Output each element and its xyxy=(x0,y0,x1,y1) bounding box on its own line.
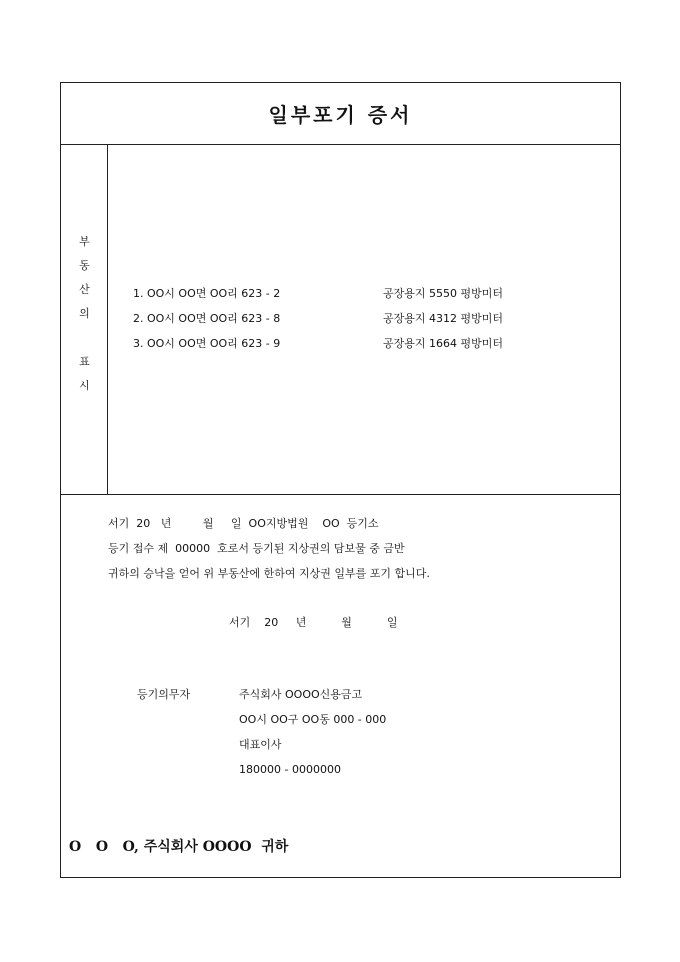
property-address: 3. OO시 OO면 OO리 623 - 9 xyxy=(133,337,281,350)
obligor-reg-number: 180000 - 0000000 xyxy=(239,763,341,776)
property-address: 1. OO시 OO면 OO리 623 - 2 xyxy=(133,287,281,300)
obligor-address: OO시 OO구 OO동 000 - 000 xyxy=(239,713,387,726)
date-line: 서기 20 년 월 일 xyxy=(229,616,398,629)
property-section xyxy=(61,145,620,495)
property-area: 공장용지 4312 평방미터 xyxy=(383,312,503,325)
property-address: 2. OO시 OO면 OO리 623 - 8 xyxy=(133,312,281,325)
label-char-5: 표 xyxy=(79,355,90,368)
statement-line-2: 등기 접수 제 00000 호로서 등기된 지상권의 담보물 중 금반 xyxy=(108,542,405,555)
property-area: 공장용지 5550 평방미터 xyxy=(383,287,503,300)
document-form xyxy=(60,82,621,878)
title-row xyxy=(61,83,620,145)
obligor-label: 등기의무자 xyxy=(137,688,191,701)
property-label-column xyxy=(61,145,108,494)
label-char-4: 의 xyxy=(79,307,90,320)
label-char-2: 동 xyxy=(79,259,90,272)
statement-line-3: 귀하의 승낙을 얻어 위 부동산에 한하여 지상권 일부를 포기 합니다. xyxy=(108,567,430,580)
statement-line-1: 서기 20 년 월 일 OO지방법원 OO 등기소 xyxy=(108,517,379,530)
obligor-company: 주식회사 OOOO신용금고 xyxy=(239,688,363,701)
document-title: 일부포기 증서 xyxy=(268,103,413,127)
property-area: 공장용지 1664 평방미터 xyxy=(383,337,503,350)
statement-section xyxy=(61,495,620,877)
label-char-3: 산 xyxy=(79,283,90,296)
addressee-line: O O O, 주식회사 OOOO 귀하 xyxy=(69,839,289,855)
label-char-6: 시 xyxy=(79,379,90,392)
obligor-title: 대표이사 xyxy=(239,738,282,751)
label-char-1: 부 xyxy=(79,235,90,248)
